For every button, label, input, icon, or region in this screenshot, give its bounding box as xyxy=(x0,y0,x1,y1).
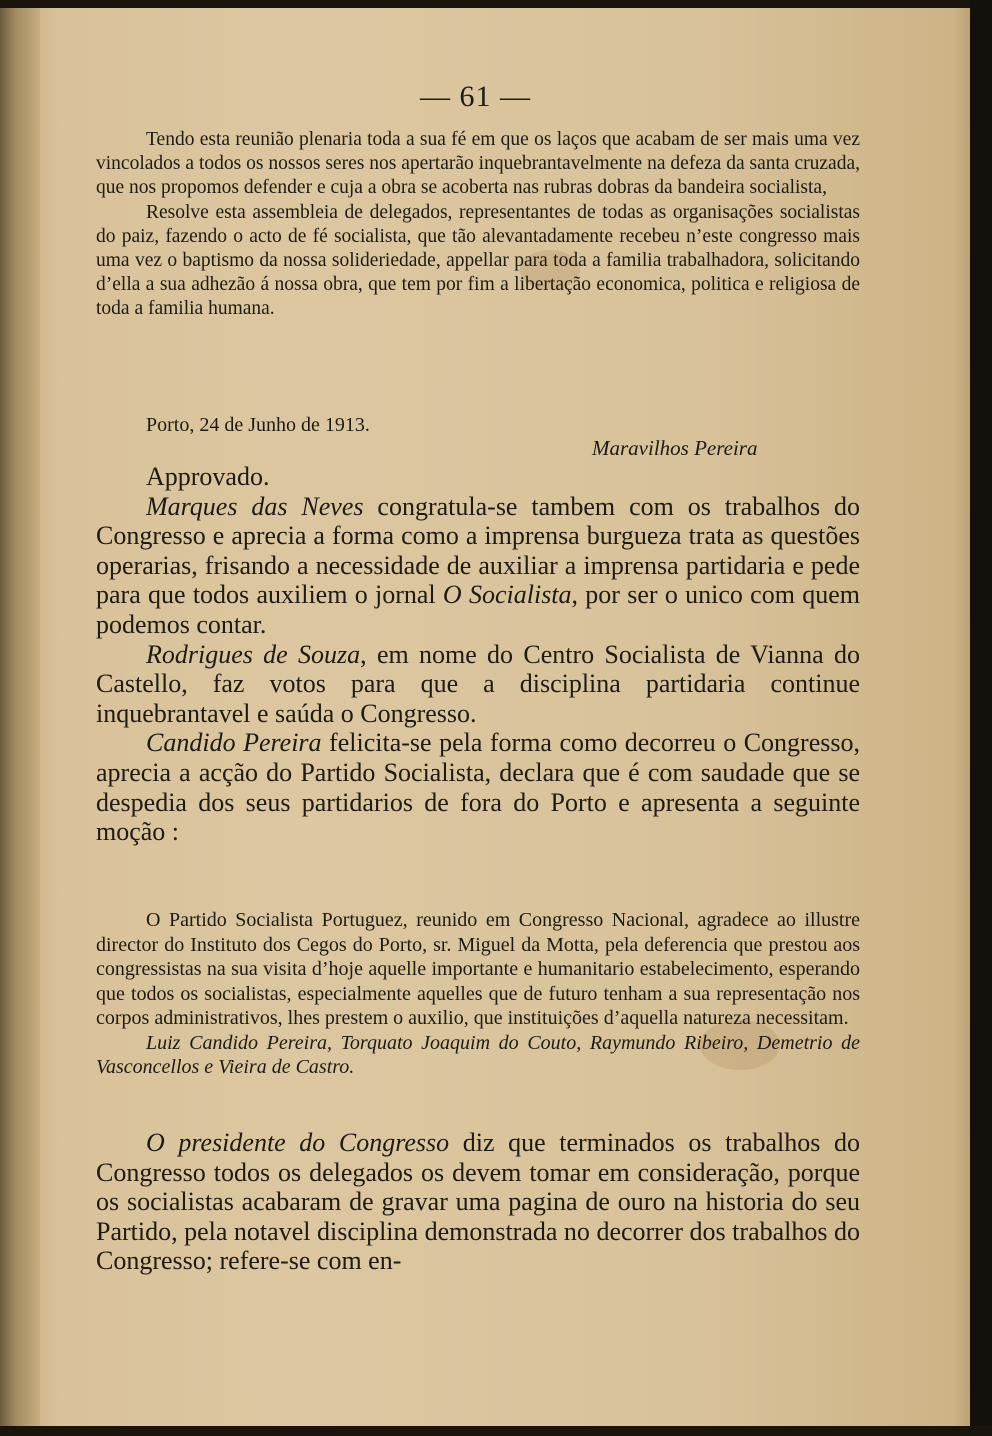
journal-title: O Socialista xyxy=(442,580,572,610)
motion-two xyxy=(96,908,860,1080)
paragraph-president xyxy=(96,1128,860,1276)
motion-two-signatories: Luiz Candido Pereira, Torquato Joaquim do Couto, Raymundo Ribeiro, Demetrio de Vasconcellos e Vieira de Castro. xyxy=(96,1031,860,1078)
paragraph-rodrigues xyxy=(96,640,860,729)
scan-edge-top xyxy=(0,0,992,8)
scan-edge-bottom xyxy=(0,1426,992,1436)
motion-one-signature: Maravilhos Pereira xyxy=(592,436,758,460)
speaker-name: Marques das Neves xyxy=(146,491,364,521)
speaker-name: Candido Pereira xyxy=(146,728,322,758)
paragraph-text: diz que terminados os trabalhos do Congresso todos os delegados os devem tomar em consideração, porque os socialistas acabaram de gravar uma pagina de ouro na historia do seu Partido, pela notavel disciplina demonstrada no decorrer dos trabalhos do Congresso; refere-se com en- xyxy=(96,1128,860,1276)
page-spine xyxy=(0,0,40,1436)
speaker-name: Rodrigues de Souza xyxy=(146,639,361,669)
motion-one-paragraph-1: Tendo esta reunião plenaria toda a sua fé em que os laços que acabam de ser mais uma vez vincolados a todos os nossos seres nos apertarão inquebrantavelmente na defeza da santa cruzada, que nos propomos defender e cuja a obra se acoberta nas rubras dobras da bandeira socialista, xyxy=(96,129,860,199)
paragraph-candido xyxy=(96,728,860,846)
motion-one-date: Porto, 24 de Junho de 1913. xyxy=(146,414,370,436)
paragraph-marques xyxy=(96,492,860,640)
approved-line: Approvado. xyxy=(146,462,270,491)
motion-two-text: O Partido Socialista Portuguez, reunido em Congresso Nacional, agradece ao illustre director do Instituto dos Cegos do Porto, sr. Miguel da Motta, pela deferencia que prestou aos congressistas na sua visita d’hoje aquelle importante e humanitario estabelecimento, esperando que todos os socialistas, especialmente aquelles que de futuro tenham a sua representação nos corpos administrativos, lhes prestem o auxilio, que instituições d’aquella natureza necessitam. xyxy=(96,909,860,1029)
speaker-name: O presidente do Congresso xyxy=(146,1128,450,1157)
scan-edge-right xyxy=(970,0,992,1436)
paragraph-text: , em nome do Centro Socialista de Vianna do Castello, faz votos para que a disciplina partidaria continue inquebrantavel e saúda o Congresso. xyxy=(96,639,860,728)
paragraph-text: congratula-se tambem com os trabalhos do Congresso e aprecia a forma como a imprensa burgueza trata as questões operarias, frisando a necessidade de auxiliar a imprensa partidaria e pede para que todos auxiliem o jornal xyxy=(96,491,861,610)
paragraph-text: felicita-se pela forma como decorreu o Congresso, aprecia a acção do Partido Socialista, declara que é com saudade que se despedia dos seus partidarios de fora do Porto e apresenta a seguinte moção : xyxy=(96,728,860,847)
motion-one-paragraph-2: Resolve esta assembleia de delegados, representantes de todas as organisações socialistas do paiz, fazendo o acto de fé socialista, que tão alevantadamente recebeu n’este congresso mais uma vez o baptismo da nossa solideriedade, appellar para toda a familia trabalhadora, solicitando d’ella a sua adhezão á nossa obra, que tem por fim a libertação economica, politica e religiosa de toda a familia humana. xyxy=(96,201,860,320)
main-text xyxy=(96,462,860,847)
closing-text xyxy=(96,1128,860,1276)
page-number: — 61 — xyxy=(420,80,531,113)
motion-one xyxy=(96,128,860,322)
paragraph-text: , por ser o unico com quem podemos contar. xyxy=(96,580,860,639)
